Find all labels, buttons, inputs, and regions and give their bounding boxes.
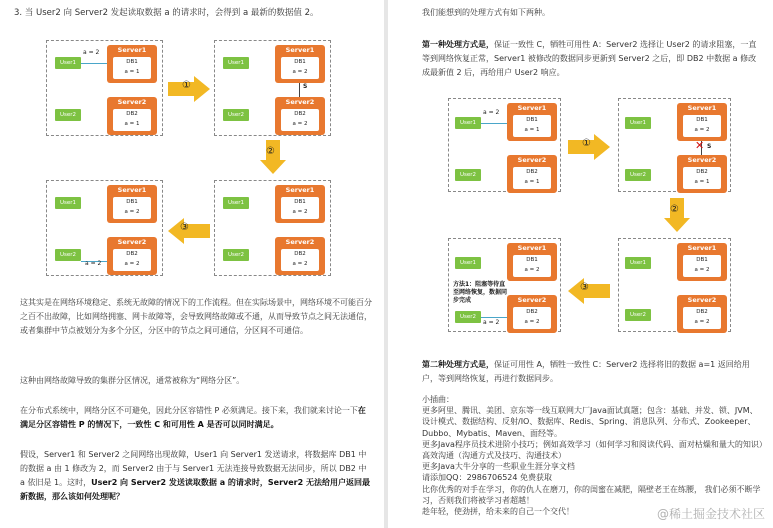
db2-label: DB2 (526, 169, 538, 175)
db2-label: DB2 (126, 111, 138, 117)
sync-arrow (299, 83, 300, 97)
sync-blocked-icon: ✕ (695, 139, 705, 152)
paragraph-1: 这其实是在网络环境稳定、系统无故障的情况下的工作流程。但在实际场景中，网络环境不可能百分之百不出故障，比如网络拥塞、网卡故障等，会导致网络故障或不通，从而导致节点之间无法通信，或者集群中节点被划分为多个分区，分区中的节点之间可通信，分区间不可通信。 (20, 298, 372, 335)
user2-node: User2 (455, 169, 481, 181)
user2-node: User2 (55, 249, 81, 261)
db2-value: a = 2 (524, 319, 540, 325)
server1-title: Server1 (517, 244, 547, 252)
server1-node (677, 243, 727, 281)
right-page (392, 0, 773, 528)
watermark: @稀土掘金技术社区 (656, 507, 765, 521)
server2-node (507, 155, 557, 193)
tips-line: 更多Java大牛分享的一些职业生涯分享文档 (422, 462, 575, 472)
paragraph-3-bold: 在满足分区容错性 P 的情况下，一致性 C 和可用性 A 是否可以同时满足。 (20, 406, 366, 429)
server2-title: Server2 (117, 98, 147, 106)
user2-node: User2 (55, 109, 81, 121)
write-arrow (81, 63, 107, 64)
db1-label: DB1 (126, 59, 138, 65)
db1 (113, 57, 151, 79)
user2-node: User2 (625, 169, 651, 181)
db1-value: a = 2 (124, 209, 140, 215)
edge-label: a = 2 (83, 49, 100, 56)
right-step2-label: ② (670, 204, 679, 215)
db2 (281, 249, 319, 271)
step1-label: ① (182, 80, 191, 91)
diagram-box-1 (46, 40, 163, 136)
user1-node: User1 (455, 257, 481, 269)
db1-label: DB1 (294, 199, 306, 205)
db2 (513, 167, 551, 189)
edge-label: a = 2 (483, 319, 500, 326)
server1-title: Server1 (117, 46, 147, 54)
db1-value: a = 2 (524, 267, 540, 273)
server1-node (507, 103, 557, 141)
db1-label: DB1 (526, 257, 538, 263)
db2-label: DB2 (294, 251, 306, 257)
db1-label: DB1 (294, 59, 306, 65)
server1-title: Server1 (285, 46, 315, 54)
user2-node: User2 (625, 309, 651, 321)
tips-line: 趁年轻，使劲拼，给未来的自己一个交代！ (422, 507, 574, 517)
db1 (683, 115, 721, 137)
server2-title: Server2 (687, 156, 717, 164)
db1 (281, 197, 319, 219)
step3-label: ③ (180, 222, 189, 233)
edge-label: a = 2 (85, 260, 102, 267)
db1 (281, 57, 319, 79)
right-step3-label: ③ (580, 282, 589, 293)
tips-line: 更多Java程序员技术进阶小技巧；例如高效学习（如何学习和阅读代码、面对枯燥和量大的知识）高效沟通（沟通方式及技巧、沟通技术） (422, 439, 763, 461)
db2-value: a = 2 (694, 319, 710, 325)
right-diagram-box-1 (448, 98, 561, 192)
server2-title: Server2 (285, 98, 315, 106)
tips-line: 更多阿里、腾讯、美团、京东等一线互联网大厂Java面试真题；包含：基础、并发、锁、JVM、设计模式、数据结构、反射/IO、数据库、Redis、Spring、消息队列、分布式、Zookeeper、Dubbo、Mybatis、Maven、面经等。 (422, 406, 758, 438)
db2 (683, 307, 721, 329)
db2-label: DB2 (696, 309, 708, 315)
edge-label: a = 2 (483, 109, 500, 116)
user1-node: User1 (223, 57, 249, 69)
server1-node (507, 243, 557, 281)
user1-node: User1 (455, 117, 481, 129)
tips-block (422, 394, 764, 517)
paragraph-3-text: 在分布式系统中，网络分区不可避免，因此分区容错性 P 必须满足。接下来，我们就来讨论一下 (20, 406, 358, 415)
server1-node (107, 185, 157, 223)
page-divider (384, 0, 388, 528)
server2-node (107, 97, 157, 135)
db2 (683, 167, 721, 189)
db2-value: a = 1 (124, 121, 140, 127)
tips-line: 比你优秀的对手在学习，你的仇人在磨刀，你的闺蜜在减肥，隔壁老王在练腰， 我们必须不断学习，否则我们将被学习者超越！ (422, 484, 761, 505)
db2 (113, 249, 151, 271)
paragraph-4 (20, 448, 372, 504)
left-page (0, 0, 380, 528)
server1-title: Server1 (687, 244, 717, 252)
db1-label: DB1 (696, 117, 708, 123)
db1-value: a = 2 (292, 69, 308, 75)
server2-node (677, 155, 727, 193)
user2-node: User2 (223, 109, 249, 121)
option1-title: 第一种处理方式是， (422, 40, 494, 49)
server2-node (677, 295, 727, 333)
db2-value: a = 2 (292, 261, 308, 267)
option1-text: 保证一致性 C，牺牲可用性 A：Server2 选择让 User2 的请求阻塞，一直等到网络恢复正常，Server1 被修改的数据同步更新到 Server2 之后，即 DB2 中数据 a 修改成最新值 2 后，再给用户 User2 响应。 (422, 40, 757, 77)
server2-node (507, 295, 557, 333)
db1-value: a = 2 (694, 127, 710, 133)
server2-title: Server2 (117, 238, 147, 246)
db1-value: a = 1 (524, 127, 540, 133)
method1-note: 方法1：阻塞等待直至网络恢复，数据同步完成 (453, 281, 508, 304)
user2-node: User2 (223, 249, 249, 261)
db2-label: DB2 (526, 309, 538, 315)
server2-node (107, 237, 157, 275)
db2-label: DB2 (696, 169, 708, 175)
user2-node: User2 (455, 311, 481, 323)
db1-label: DB1 (696, 257, 708, 263)
user1-node: User1 (223, 197, 249, 209)
server1-node (677, 103, 727, 141)
server1-node (107, 45, 157, 83)
db2-value: a = 1 (524, 179, 540, 185)
db1 (113, 197, 151, 219)
server1-title: Server1 (517, 104, 547, 112)
db1-value: a = 1 (124, 69, 140, 75)
db1-label: DB1 (526, 117, 538, 123)
db1 (513, 115, 551, 137)
paragraph-4-text: 假设，Server1 和 Server2 之间网络出现故障，User1 向 Server1 发送请求，将数据库 DB1 中的数据 a 由 1 修改为 2，而 Server2 由于与 Server1 无法连接导致数据无法同步，所以 DB2 中 a 依旧是 1。这时， (20, 450, 367, 487)
server2-title: Server2 (687, 296, 717, 304)
read-arrow (481, 317, 507, 318)
right-step1-label: ① (582, 138, 591, 149)
right-diagram-box-4 (448, 238, 561, 332)
option2-text: 保证可用性 A，牺牲一致性 C：Server2 选择将旧的数据 a=1 返回给用户，等到网络恢复，再进行数据同步。 (422, 360, 750, 383)
db1-value: a = 2 (292, 209, 308, 215)
db1 (683, 255, 721, 277)
tips-line: 小插曲： (422, 395, 454, 404)
server2-title: Server2 (517, 296, 547, 304)
user1-node: User1 (625, 117, 651, 129)
right-step3-arrow (568, 278, 610, 304)
server2-title: Server2 (285, 238, 315, 246)
db1-value: a = 2 (694, 267, 710, 273)
paragraph-3 (20, 404, 372, 432)
diagram-box-3 (214, 180, 331, 276)
db2 (281, 109, 319, 131)
db2-label: DB2 (126, 251, 138, 257)
server1-node (275, 45, 325, 83)
db2-value: a = 2 (292, 121, 308, 127)
step3-heading: 3. 当 User2 向 Server2 发起读取数据 a 的请求时，会得到 a 最新的数据值 2。 (14, 8, 319, 18)
server1-node (275, 185, 325, 223)
user1-node: User1 (55, 57, 81, 69)
user1-node: User1 (625, 257, 651, 269)
step2-label: ② (266, 146, 275, 157)
right-diagram-box-3 (618, 238, 731, 332)
server1-title: Server1 (687, 104, 717, 112)
diagram-box-2 (214, 40, 331, 136)
server2-node (275, 97, 325, 135)
server2-node (275, 237, 325, 275)
db2 (513, 307, 551, 329)
right-diagram-box-2 (618, 98, 731, 192)
db2-value: a = 1 (694, 179, 710, 185)
option2-title: 第二种处理方式是， (422, 360, 494, 369)
db2 (113, 109, 151, 131)
write-arrow (481, 123, 507, 124)
option2-paragraph (422, 358, 764, 386)
server2-title: Server2 (517, 156, 547, 164)
db2-label: DB2 (294, 111, 306, 117)
db2-value: a = 2 (124, 261, 140, 267)
db1-label: DB1 (126, 199, 138, 205)
user1-node: User1 (55, 197, 81, 209)
sync-label: S (707, 143, 712, 150)
server1-title: Server1 (117, 186, 147, 194)
server1-title: Server1 (285, 186, 315, 194)
option1-paragraph (422, 38, 764, 80)
sync-label: S (303, 83, 308, 90)
tips-line: 请添加QQ：2986706524 免费获取 (422, 473, 553, 483)
diagram-box-4 (46, 180, 163, 276)
db1 (513, 255, 551, 277)
paragraph-4-bold: User2 向 Server2 发送读取数据 a 的请求时，Server2 无法给用户返回最新数据，那么该如何处理呢？ (20, 478, 370, 501)
paragraph-2: 这种由网络故障导致的集群分区情况，通常被称为“网络分区”。 (20, 376, 245, 385)
step3-arrow (168, 218, 210, 244)
intro-text: 我们能想到的处理方式有如下两种。 (422, 8, 550, 17)
